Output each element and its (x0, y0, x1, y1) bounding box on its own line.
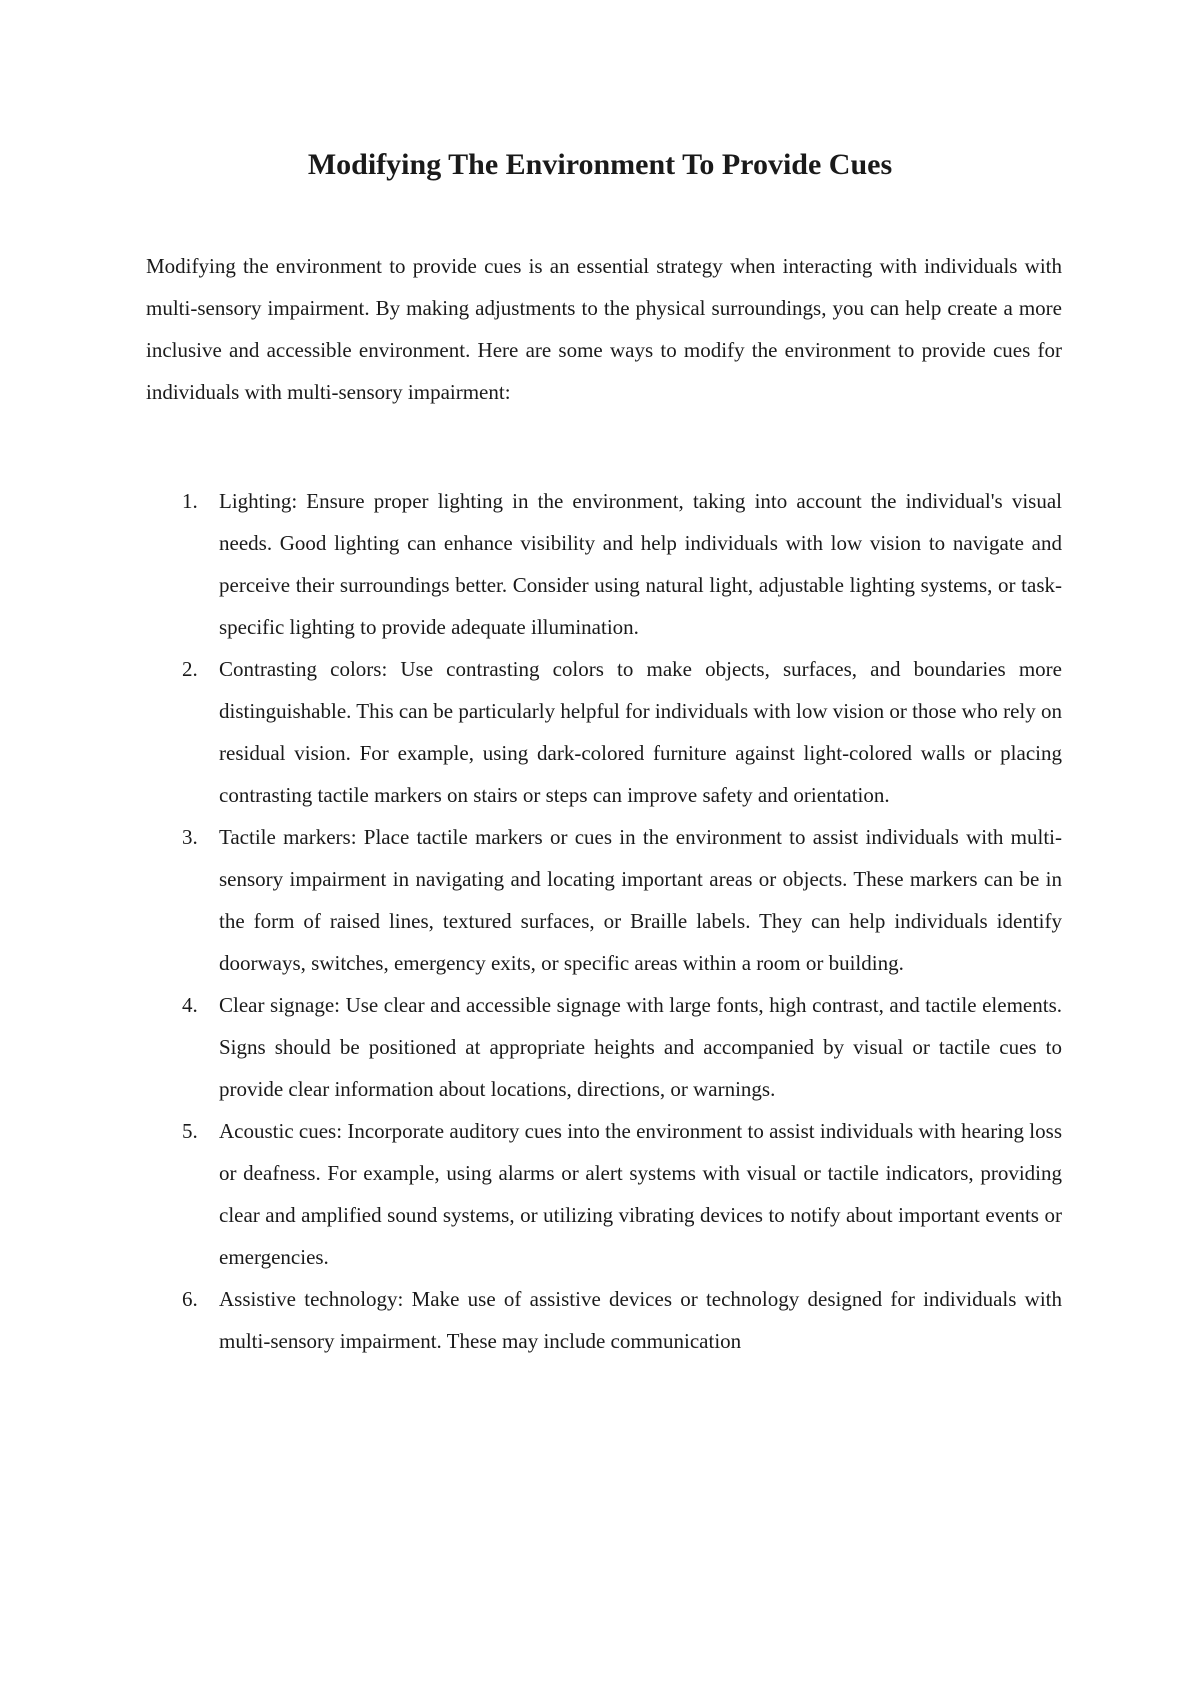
list-item-text: Lighting: Ensure proper lighting in the environment, taking into account the individual's visual needs. Good lighting can enhance visibility and help individuals with low vision to navigate and perceive their surroundings better. Consider using natural light, adjustable lighting systems, or task-specific lighting to provide adequate illumination. (219, 489, 1062, 639)
list-item-number: 6. (182, 1287, 198, 1311)
list-item-number: 1. (182, 489, 198, 513)
list-item-text: Tactile markers: Place tactile markers or cues in the environment to assist individuals with multi-sensory impairment in navigating and locating important areas or objects. These markers can be in the form of raised lines, textured surfaces, or Braille labels. They can help individuals identify doorways, switches, emergency exits, or specific areas within a room or building. (219, 825, 1062, 975)
list-item (146, 480, 1062, 648)
list-item-number: 2. (182, 657, 198, 681)
list-item-text: Contrasting colors: Use contrasting colors to make objects, surfaces, and boundaries more distinguishable. This can be particularly helpful for individuals with low vision or those who rely on residual vision. For example, using dark-colored furniture against light-colored walls or placing contrasting tactile markers on stairs or steps can improve safety and orientation. (219, 657, 1062, 807)
list-item-number: 4. (182, 993, 198, 1017)
intro-paragraph: Modifying the environment to provide cues is an essential strategy when interacting with individuals with multi-sensory impairment. By making adjustments to the physical surroundings, you can help create a more inclusive and accessible environment. Here are some ways to modify the environment to provide cues for individuals with multi-sensory impairment: (146, 254, 1062, 404)
list-item (146, 1110, 1062, 1278)
list-item-text: Clear signage: Use clear and accessible signage with large fonts, high contrast, and tactile elements. Signs should be positioned at appropriate heights and accompanied by visual or tactile cues to provide clear information about locations, directions, or warnings. (219, 993, 1062, 1101)
page-title: Modifying The Environment To Provide Cues (307, 148, 893, 181)
list-item (146, 1278, 1062, 1362)
list-item (146, 816, 1062, 984)
list-item-text: Assistive technology: Make use of assistive devices or technology designed for individuals with multi-sensory impairment. These may include communication (219, 1287, 1062, 1353)
list-item (146, 984, 1062, 1110)
list-item-number: 3. (182, 825, 198, 849)
list-item-text: Acoustic cues: Incorporate auditory cues into the environment to assist individuals with hearing loss or deafness. For example, using alarms or alert systems with visual or tactile indicators, providing clear and amplified sound systems, or utilizing vibrating devices to notify about important events or emergencies. (219, 1119, 1062, 1269)
list-item (146, 648, 1062, 816)
list-item-number: 5. (182, 1119, 198, 1143)
numbered-list (146, 480, 1062, 1362)
